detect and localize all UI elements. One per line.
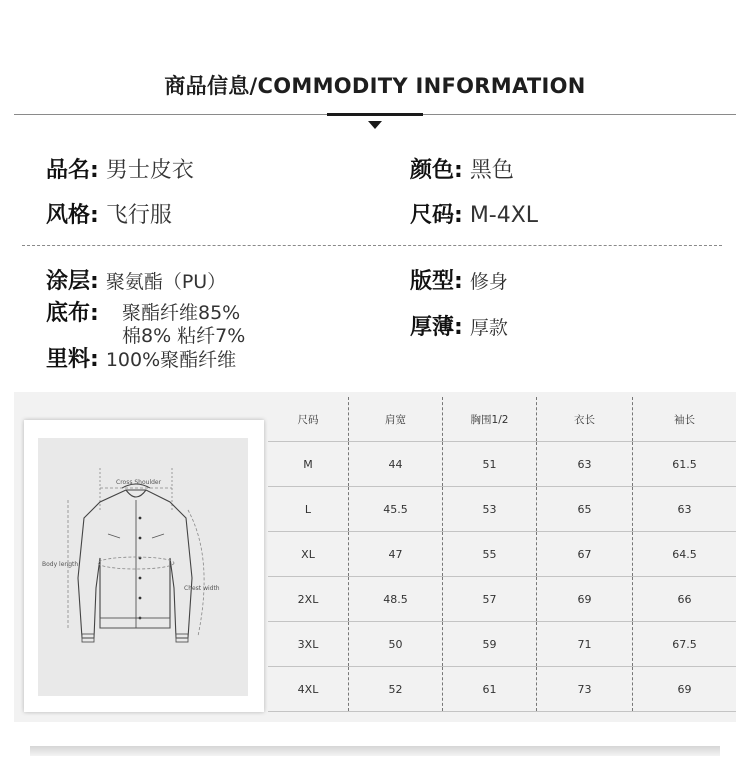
cell-half-chest: 57 [443, 577, 537, 622]
cell-half-chest: 59 [443, 622, 537, 667]
color-value: 黑色 [469, 158, 514, 183]
fit-row [410, 264, 508, 295]
table-row [268, 577, 736, 622]
cell-length: 71 [537, 622, 633, 667]
section-title: 商品信息/COMMODITY INFORMATION [164, 74, 586, 98]
header-half-chest: 胸围1/2 [443, 397, 537, 442]
header-shoulder: 肩宽 [349, 397, 443, 442]
cell-size: XL [268, 532, 349, 577]
lining-label: 里料: [46, 347, 99, 372]
cell-size: M [268, 442, 349, 487]
cell-size: 4XL [268, 667, 349, 712]
product-name-value: 男士皮衣 [105, 158, 194, 183]
measurement-diagram [38, 438, 248, 696]
table-row [268, 622, 736, 667]
cell-sleeve: 64.5 [633, 532, 737, 577]
coating-row [46, 264, 226, 295]
size-range-row [410, 198, 538, 229]
fabric-value-line2: 棉8% 粘纤7% [122, 325, 246, 347]
title-accent-bar [327, 113, 423, 116]
cell-shoulder: 47 [349, 532, 443, 577]
cell-length: 65 [537, 487, 633, 532]
cell-half-chest: 61 [443, 667, 537, 712]
cell-sleeve: 63 [633, 487, 737, 532]
cell-shoulder: 52 [349, 667, 443, 712]
product-name-row [46, 153, 194, 184]
cell-size: L [268, 487, 349, 532]
thickness-row [410, 310, 508, 341]
table-row [268, 442, 736, 487]
cell-half-chest: 55 [443, 532, 537, 577]
cell-length: 67 [537, 532, 633, 577]
jacket-sketch [38, 438, 228, 663]
body-length-label: Body length [42, 561, 79, 568]
cell-half-chest: 51 [443, 442, 537, 487]
product-name-label: 品名: [46, 158, 99, 183]
fabric-row [46, 296, 99, 327]
cell-shoulder: 50 [349, 622, 443, 667]
caret-down-icon [368, 121, 382, 129]
size-table [268, 397, 736, 712]
size-range-value: M-4XL [469, 203, 539, 228]
cell-shoulder: 48.5 [349, 577, 443, 622]
style-label: 风格: [46, 203, 99, 228]
size-range-label: 尺码: [410, 203, 463, 228]
lining-row [46, 342, 236, 373]
cell-sleeve: 61.5 [633, 442, 737, 487]
cell-sleeve: 67.5 [633, 622, 737, 667]
style-value: 飞行服 [105, 203, 172, 228]
cell-shoulder: 44 [349, 442, 443, 487]
color-row [410, 153, 514, 184]
table-row [268, 487, 736, 532]
lining-value: 100%聚酯纤维 [105, 349, 237, 371]
cell-length: 73 [537, 667, 633, 712]
thickness-label: 厚薄: [410, 315, 463, 340]
header-sleeve: 袖长 [633, 397, 737, 442]
header-length: 衣长 [537, 397, 633, 442]
cell-half-chest: 53 [443, 487, 537, 532]
color-label: 颜色: [410, 158, 463, 183]
thickness-value: 厚款 [469, 317, 508, 339]
style-row [46, 198, 172, 229]
cell-size: 3XL [268, 622, 349, 667]
cell-sleeve: 66 [633, 577, 737, 622]
cell-length: 63 [537, 442, 633, 487]
bottom-shadow [30, 746, 720, 756]
cell-sleeve: 69 [633, 667, 737, 712]
chest-width-label: Chest width [184, 585, 220, 592]
fit-value: 修身 [469, 271, 508, 293]
coating-label: 涂层: [46, 269, 99, 294]
cell-length: 69 [537, 577, 633, 622]
table-header-row [268, 397, 736, 442]
cell-size: 2XL [268, 577, 349, 622]
fit-label: 版型: [410, 269, 463, 294]
fabric-label: 底布: [46, 301, 99, 326]
header-size: 尺码 [268, 397, 349, 442]
info-divider [22, 245, 722, 246]
table-row [268, 532, 736, 577]
cross-shoulder-label: Cross Shoulder [116, 479, 162, 486]
cell-shoulder: 45.5 [349, 487, 443, 532]
coating-value: 聚氨酯（PU） [105, 271, 227, 293]
table-row [268, 667, 736, 712]
fabric-value-line1: 聚酯纤维85% [122, 302, 241, 324]
